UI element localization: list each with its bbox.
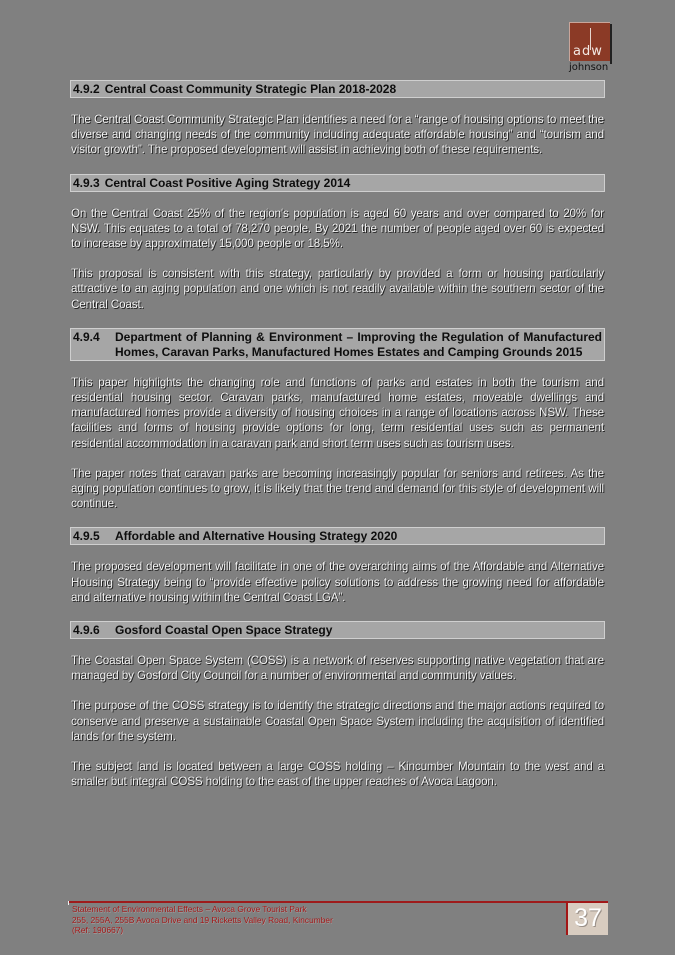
page-number: 37 [566, 902, 608, 935]
section-title: Affordable and Alternative Housing Strategy 2020 [115, 529, 398, 544]
logo-wordmark: johnson [569, 62, 609, 73]
footer-line-title: Statement of Environmental Effects – Avoca Grove Tourist Park [72, 904, 307, 914]
section-heading-4-9-3 [70, 174, 605, 192]
section-title: Gosford Coastal Open Space Strategy [115, 623, 333, 638]
section-number: 4.9.4 [73, 329, 100, 344]
company-logo [569, 22, 614, 74]
footer-divider [68, 901, 608, 903]
section-title: Central Coast Positive Aging Strategy 2014 [104, 175, 351, 190]
footer-divider-tick [68, 901, 69, 905]
paragraph: The Central Coast Community Strategic Plan identifies a need for a “range of housing options to meet the diverse and changing needs of the community including adequate affordable housing” and “tourism and visitor growth”. The proposed development will assist in achieving both of these requirements. [71, 113, 604, 157]
section-number: 4.9.5 [73, 529, 100, 544]
footer-line-reference: (Ref: 190667) [72, 925, 124, 935]
logo-bar [610, 24, 612, 64]
section-title: Department of Planning & Environment – Improving the Regulation of Manufactured Homes, Caravan Parks, Manufactured Homes Estates and Camping Grounds 2015 [115, 329, 602, 359]
paragraph: The paper notes that caravan parks are becoming increasingly popular for seniors and retirees. As the aging population continues to grow, it is likely that the trend and demand for this style of development will continue. [71, 466, 604, 511]
paragraph: The purpose of the COSS strategy is to identify the strategic directions and the major actions required to conserve and preserve a sustainable Coastal Open Space System including the acquisition of identified lands for the system. [71, 699, 604, 743]
paragraph: On the Central Coast 25% of the region's population is aged 60 years and over compared to 20% for NSW. This equates to a total of 78,270 people. By 2021 the number of people aged over 60 is expected to increase by approximately 15,000 people or 18.5%. [71, 206, 604, 251]
paragraph: The subject land is located between a large COSS holding – Kincumber Mountain to the west and a smaller but integral COSS holding to the east of the upper reaches of Avoca Lagoon. [71, 760, 604, 789]
paragraph: This proposal is consistent with this strategy, particularly by provided a form or housing particularly attractive to an aging population and one which is not readily available within the southern sector of the Central Coast. [71, 267, 604, 311]
section-number: 4.9.2 [73, 82, 100, 96]
paragraph: This paper highlights the changing role and functions of parks and estates in both the tourism and residential housing sector. Caravan parks, manufactured home estates, moveable dwellings and manufactured homes provide a diversity of housing choices in a range of locations across NSW. These facilities and forms of housing provide options for long, term residential uses such as permanent residential accommodation in a caravan park and short term uses such as tourism uses. [71, 375, 604, 450]
footer-document-info [72, 904, 333, 936]
section-heading-4-9-2 [70, 80, 605, 98]
paragraph: The Coastal Open Space System (COSS) is a network of reserves supporting native vegetation that are managed by Gosford City Council for a number of environmental and community values. [71, 654, 604, 683]
logo-box [569, 22, 610, 61]
section-number: 4.9.6 [73, 623, 100, 638]
logo-letters: adw [573, 44, 603, 59]
document-body [71, 80, 604, 789]
section-title: Central Coast Community Strategic Plan 2018-2028 [104, 82, 397, 96]
paragraph: The proposed development will facilitate in one of the overarching aims of the Affordable and Alternative Housing Strategy being to “provide effective policy solutions to address the growing need for affordable and alternative housing within the Central Coast LGA”. [71, 560, 604, 604]
section-heading-4-9-4 [70, 328, 605, 361]
section-heading-4-9-5 [70, 527, 605, 545]
footer-line-address: 255, 255A, 255B Avoca Drive and 19 Ricketts Valley Road, Kincumber [72, 914, 333, 925]
section-number: 4.9.3 [73, 175, 100, 190]
section-heading-4-9-6 [70, 621, 605, 639]
